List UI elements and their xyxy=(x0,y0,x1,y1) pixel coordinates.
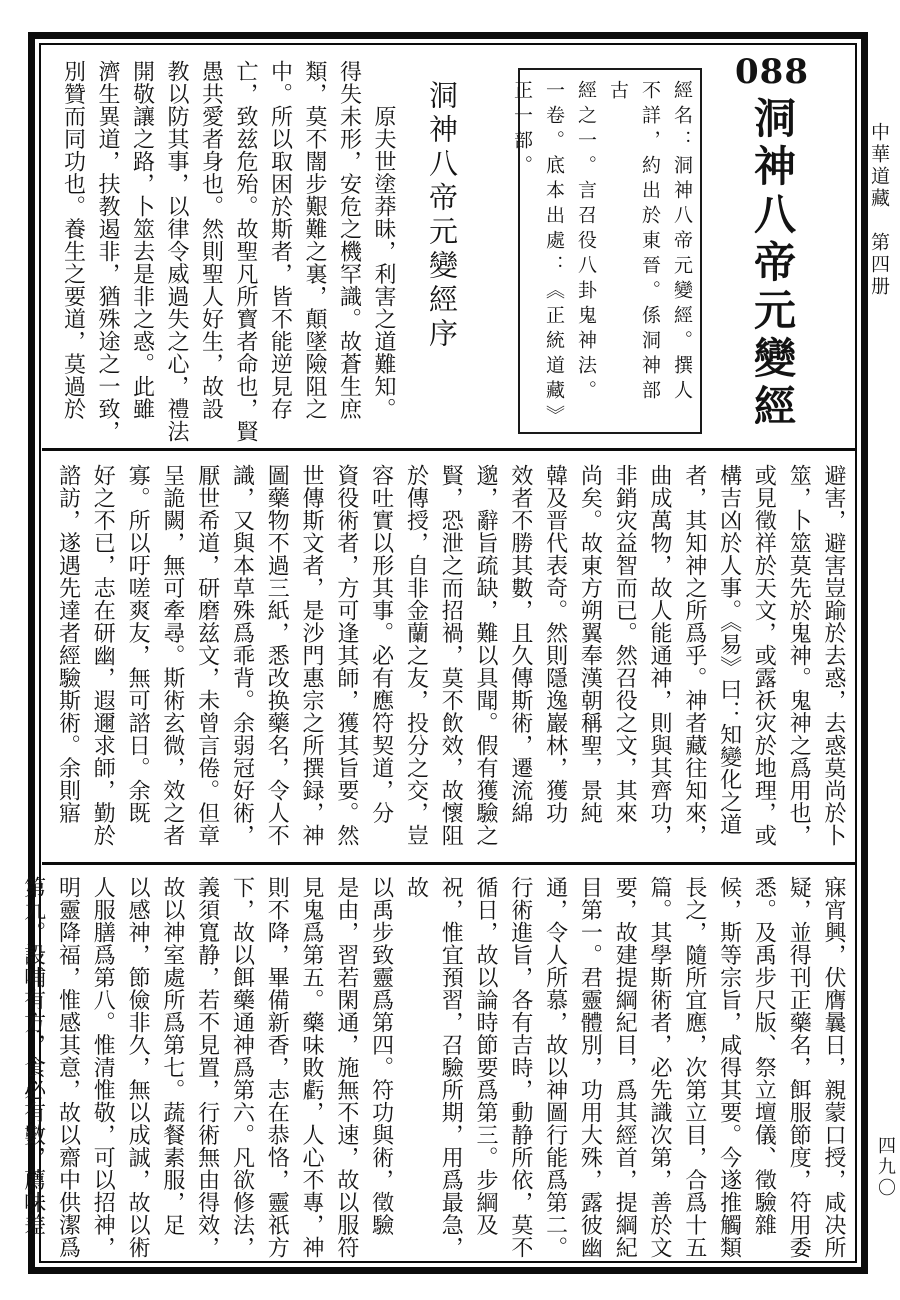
text-column: 愚共愛者身也。然則聖人好生，故設 xyxy=(198,60,224,420)
text-column: 曲成萬物，故人能通神，則與其齊功， xyxy=(647,464,673,847)
text-column: 亡，致兹危殆。故聖凡所寳者命也，賢 xyxy=(233,60,258,443)
text-column: 悉。及禹步尺版、祭立壇儀、徵驗雜 xyxy=(751,876,777,1236)
text-column: 別贊而同功也。養生之要道，莫過於 xyxy=(60,60,86,420)
text-column: 長之，隨所宜應，次第立目，合爲十五 xyxy=(681,876,707,1259)
text-column: 厭世希道，研磨兹文，未曾言倦。但章 xyxy=(194,464,220,847)
text-column: 以禹步致靈爲第四。符功與術，徵驗 xyxy=(368,876,394,1236)
text-column: 賢，恐泄之而招禍，莫不飲效，故懷阻 xyxy=(438,464,464,847)
text-column: 祝，惟宜預習，召驗所期，用爲最急，故 xyxy=(403,876,464,1259)
title-block xyxy=(736,48,808,446)
text-column: 教以防其事，以律令威過失之心，禮法 xyxy=(164,60,189,443)
text-column: 故以神室處所爲第七。蔬餐素服，足 xyxy=(159,876,185,1236)
text-column: 疑，並得刊正藥名，餌服節度，符用委 xyxy=(786,876,812,1259)
text-column: 尚矣。故東方朔翼奉漢朝稱聖，景純 xyxy=(577,464,603,824)
text-column: 於傳授，自非金蘭之友，投分之交，豈 xyxy=(403,464,429,847)
page-number: 四九〇 xyxy=(875,1136,896,1199)
text-column: 效者不勝其數，且久傳斯術，遷流綿 xyxy=(507,464,533,824)
text-column: 經名：洞神八帝元變經。撰人 xyxy=(671,80,693,405)
text-column: 人服膳爲第八。惟清惟敬，可以招神， xyxy=(90,876,116,1259)
text-column: 避害，避害豈踰於去惑，去惑莫尚於卜 xyxy=(821,464,846,847)
text-column: 是由，習若閑通，施無不速，故以服符 xyxy=(333,876,359,1259)
body-text-middle xyxy=(48,464,850,856)
text-column: 以感神，節儉非久，無以成誠，故以術 xyxy=(125,876,151,1259)
text-column: 或見徵祥於天文，或露祅灾於地理，或 xyxy=(751,464,777,847)
text-column: 要，故建提綱紀目，爲其經首，提綱紀 xyxy=(612,876,638,1259)
text-column: 圖藥物不過三紙，悉改换藥名，令人不 xyxy=(264,464,290,847)
text-column: 不詳，約出於東晉。係洞神部古 xyxy=(607,80,661,405)
text-column: 邈，辭旨疏缺，難以具聞。假有獲驗之 xyxy=(473,464,499,847)
preface-title: 洞神八帝元變經序 xyxy=(425,80,459,352)
text-column: 正一部。 xyxy=(511,80,533,180)
text-column: 第九。設哺有方，食必有數，薦味差 xyxy=(20,876,46,1236)
text-column: 韓及晋代表奇。然則隱逸巖林，獲功 xyxy=(542,464,568,824)
text-column: 一卷。底本出處：《正統道藏》 xyxy=(543,80,565,430)
text-column: 義須寬静，若不見置，行術無由得效， xyxy=(194,876,220,1259)
text-column: 中。所以取困於斯者，皆不能逆見存 xyxy=(267,60,293,420)
text-column: 則不降，畢備新香，志在恭恪，靈祇方 xyxy=(264,876,290,1259)
text-column: 明靈降福，惟感其意，故以齋中供潔爲 xyxy=(55,876,81,1259)
catalog-number: 088 xyxy=(735,52,809,92)
text-column: 寡。所以吁嗟爽友，無可諮日。余既 xyxy=(125,464,151,824)
text-column: 循日，故以論時節要爲第三。步綱及 xyxy=(473,876,499,1236)
text-column: 經之一。言召役八卦鬼神法。 xyxy=(575,80,597,405)
book-title: 洞神八帝元變經 xyxy=(748,96,797,432)
text-column: 得失未形，安危之機罕識。故蒼生庶 xyxy=(336,60,362,420)
text-column: 通，令人所慕，故以神圖行能爲第二。 xyxy=(542,876,568,1259)
preface-text-block xyxy=(52,60,400,444)
text-column: 下，故以餌藥通神爲第六。凡欲修法， xyxy=(229,876,255,1259)
text-column: 見鬼爲第五。藥味敗虧，人心不專，神 xyxy=(299,876,325,1259)
text-column: 者，其知神之所爲乎。神者藏往知來， xyxy=(681,464,707,847)
text-column: 好之不已，志在研幽，遐邇求師，勤於 xyxy=(90,464,116,847)
text-column: 類，莫不闇步艱難之裏，顛墜險阻之 xyxy=(302,60,327,420)
text-column: 呈詭闕，無可牽尋。斯術玄微，效之者 xyxy=(159,464,185,847)
section-divider-bottom xyxy=(42,862,856,865)
text-column: 開敬讓之路，卜筮去是非之惑。此雖 xyxy=(129,60,155,420)
header-section xyxy=(46,46,852,448)
text-column: 構吉凶於人事。《易》曰：知變化之道 xyxy=(716,464,742,836)
text-column: 原夫世塗莽昧，利害之道難知。 xyxy=(371,60,396,420)
abstract-box xyxy=(511,68,702,434)
body-text-bottom xyxy=(20,876,850,1260)
text-column: 寐宵興，伏膺曩日，親蒙口授，咸决所 xyxy=(821,876,846,1259)
text-column: 容吐實以形其事。必有應符契道，分 xyxy=(368,464,394,824)
text-column: 篇。其學斯術者，必先識次第，善於文 xyxy=(647,876,673,1259)
section-divider-top xyxy=(42,448,856,451)
text-column: 行術進旨，各有吉時，動静所依，莫不 xyxy=(507,876,533,1259)
text-column: 筮，卜筮莫先於鬼神。鬼神之爲用也， xyxy=(786,464,812,847)
text-column: 候，斯等宗旨，咸得其要。今遂推觸類 xyxy=(716,876,742,1259)
text-column: 非銷灾益智而已。然召役之文，其來 xyxy=(612,464,638,824)
text-column: 目第一。君靈體別，功用大殊，露彼幽 xyxy=(577,876,603,1259)
text-column: 識，又與本草殊爲乖背。余弱冠好術， xyxy=(229,464,255,847)
abstract-text xyxy=(511,80,698,430)
text-column: 濟生異道，扶教遏非，猶殊途之一致， xyxy=(95,60,120,443)
running-head: 中華道藏 第四册 xyxy=(868,122,890,298)
text-column: 世傳斯文者，是沙門惠宗之所撰録，神 xyxy=(299,464,325,847)
page-content xyxy=(20,46,852,1262)
text-column: 諮訪，遂遇先達者經驗斯術。余則寤 xyxy=(55,464,81,824)
text-column: 資役術者，方可逢其師，獲其旨要。然 xyxy=(333,464,359,847)
